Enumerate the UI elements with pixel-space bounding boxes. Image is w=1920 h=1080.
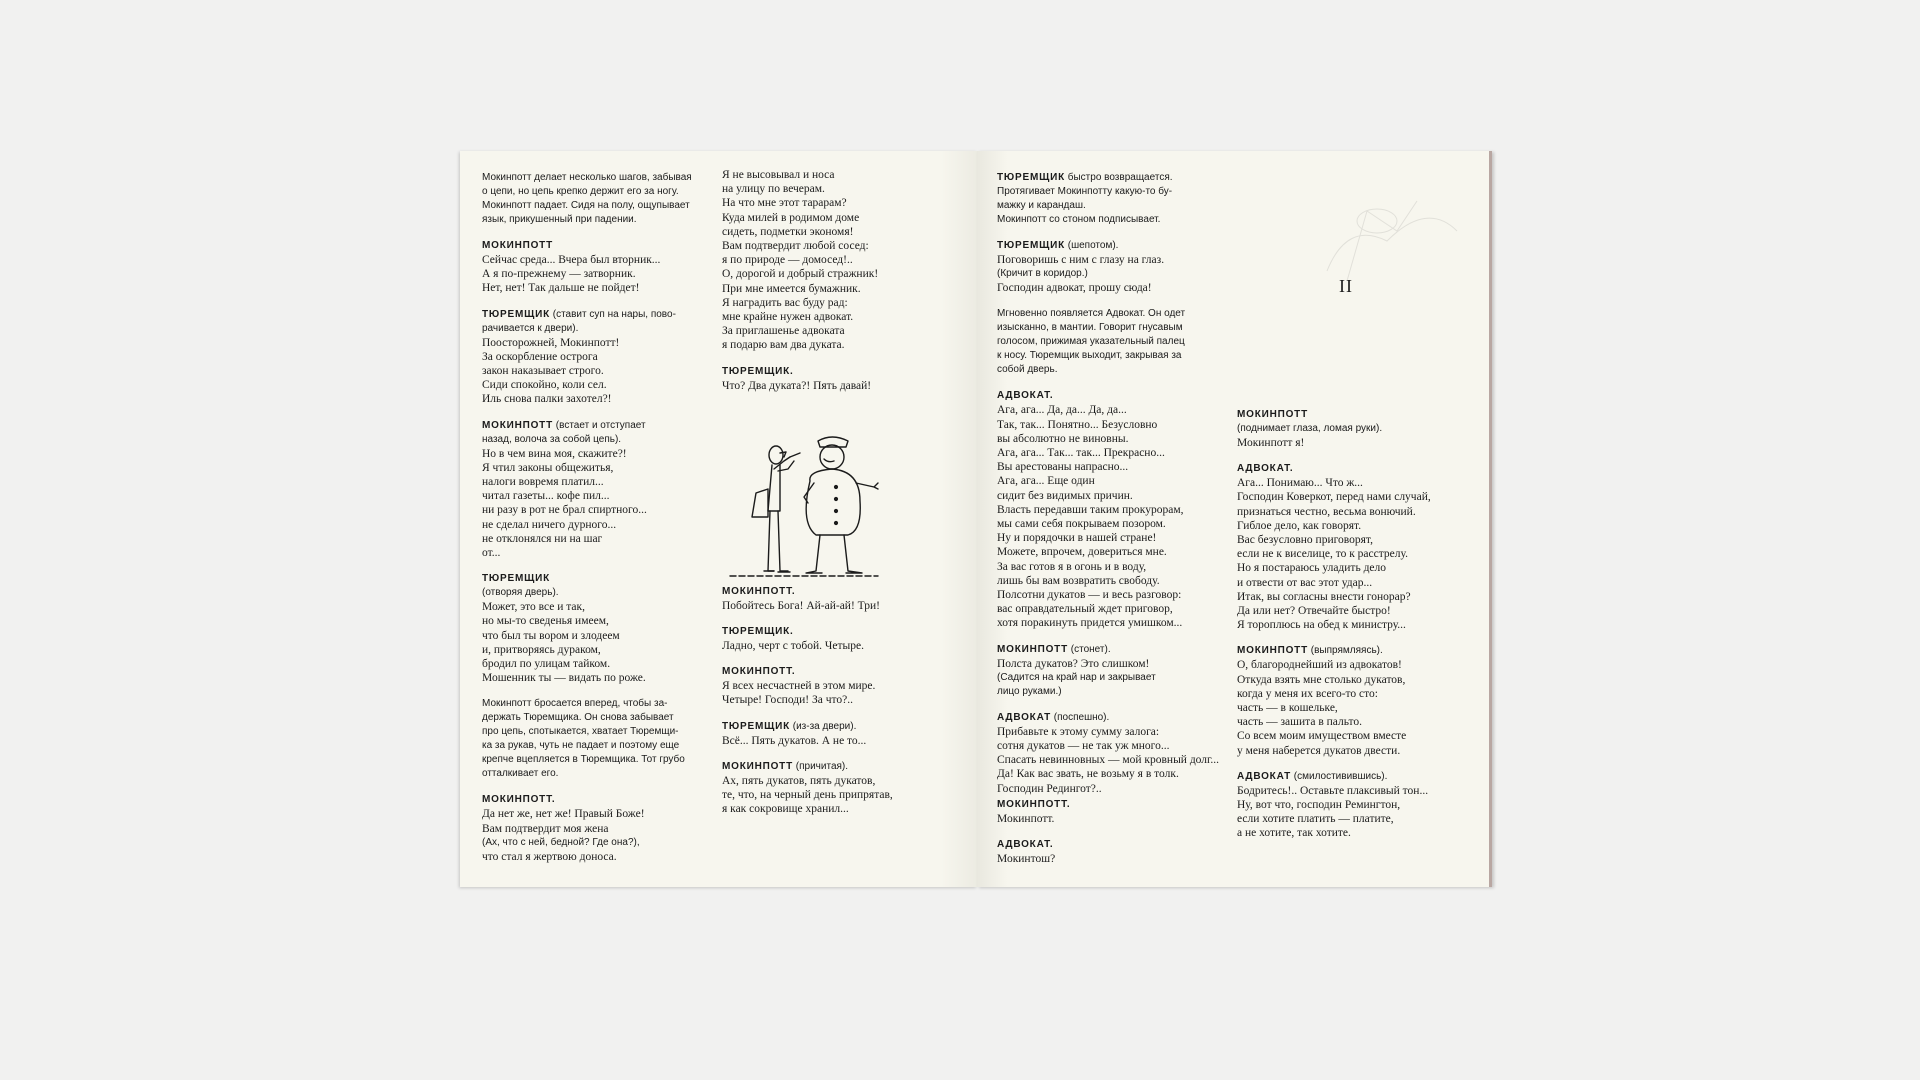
- speaker-direction: (смилостивившись).: [1291, 770, 1388, 782]
- verse-line: хотя поракинуть придется умишком...: [997, 617, 1183, 630]
- verse-line: Сиди спокойно, коли сел.: [482, 379, 607, 392]
- speaker-line: [482, 419, 722, 433]
- verse-line: Ага, ага... Еще один: [997, 475, 1095, 488]
- speaker-name: АДВОКАТ.: [997, 839, 1054, 851]
- verse-line: Мокинпотт я!: [1237, 437, 1305, 449]
- verse-line: если не к виселице, то к расстрелу.: [1237, 548, 1408, 561]
- speaker-line: [997, 171, 1232, 185]
- verse-line: Можете, впрочем, довериться мне.: [997, 546, 1167, 559]
- speaker-direction: (встает и отступает: [553, 419, 646, 431]
- stage-direction-line: (Садится на край нар и закрывает: [997, 671, 1156, 683]
- speaker-line: [997, 389, 1232, 403]
- verse-line: что стал я жертвою доноса.: [482, 850, 617, 863]
- speaker-direction: (выпрямляясь).: [1308, 645, 1383, 657]
- right-page-column-2: [1237, 408, 1477, 853]
- speaker-name: ТЮРЕМЩИК.: [722, 365, 794, 377]
- verse-line: на улицу по вечерам.: [722, 183, 825, 196]
- verse-line: На что мне этот тарарам?: [722, 197, 847, 210]
- verse-line: При мне имеется бумажник.: [722, 282, 861, 295]
- verse-line: Но я постараюсь уладить дело: [1237, 562, 1387, 575]
- verse-line: Четыре! Господи! За что?..: [722, 694, 853, 707]
- stage-direction-line: отталкивает его.: [482, 768, 559, 780]
- speaker-line: [997, 838, 1232, 852]
- verse-line: Ну и порядочки в нашей стране!: [997, 532, 1157, 545]
- right-page-column-1: [997, 171, 1232, 878]
- dialogue-block: [722, 365, 962, 393]
- dialogue-block: [482, 239, 722, 296]
- verse-line: Мокинтош?: [997, 853, 1056, 866]
- verse-line: и, притворяясь дураком,: [482, 643, 601, 656]
- speaker-name: АДВОКАТ: [997, 711, 1052, 723]
- stage-direction-line: рачивается к двери).: [482, 322, 579, 334]
- verse-line: Господин Редингот?..: [997, 782, 1102, 795]
- stage-direction-line: собой дверь.: [997, 364, 1058, 376]
- verse-line: Прибавьте к этому сумму залога:: [997, 725, 1160, 738]
- verse-line: Да или нет? Отвечайте быстро!: [1237, 605, 1391, 618]
- verse-line: я подарю вам два дуката.: [722, 339, 845, 352]
- speaker-line: [1237, 644, 1477, 658]
- speaker-line: [1237, 408, 1477, 422]
- verse-line: Я не высовывал и носа: [722, 169, 835, 181]
- verse-line: За оскорбление острога: [482, 350, 598, 363]
- verse-line: Всё... Пять дукатов. А не то...: [722, 734, 867, 747]
- verse-line: Мокинпотт.: [997, 812, 1055, 825]
- stage-direction: [482, 697, 722, 781]
- verse-line: Откуда взять мне столько дукатов,: [1237, 673, 1406, 686]
- verse-line: Что? Два дуката?! Пять давай!: [722, 379, 872, 392]
- stage-direction-line: (поднимает глаза, ломая руки).: [1237, 423, 1383, 434]
- speaker-name: МОКИНПОТТ.: [482, 794, 556, 806]
- speaker-direction: (поспешно).: [1051, 711, 1110, 723]
- speaker-line: [722, 665, 962, 679]
- verse-line: Ладно, черт с тобой. Четыре.: [722, 640, 864, 653]
- verse-line: Гиблое дело, как говорят.: [1237, 519, 1362, 532]
- verse-line: читал газеты... кофе пил...: [482, 490, 610, 503]
- verse-line: Ах, пять дукатов, пять дукатов,: [722, 774, 876, 787]
- verse-line: мне крайне нужен адвокат.: [722, 311, 854, 324]
- stage-direction-line: Мокинпотт бросается вперед, чтобы за-: [482, 698, 668, 710]
- speaker-name: МОКИНПОТТ.: [722, 666, 796, 678]
- stage-direction-line: держать Тюремщика. Он снова забывает: [482, 712, 674, 724]
- verse-line: Полста дукатов? Это слишком!: [997, 657, 1150, 670]
- verse-line: но мы-то сведенья имеем,: [482, 615, 609, 628]
- dialogue-block: [1237, 644, 1477, 757]
- verse-line: Власть передавши таким прокурорам,: [997, 503, 1184, 516]
- speaker-name: МОКИНПОТТ: [1237, 409, 1309, 420]
- verse-line: часть — зашита в пальто.: [1237, 716, 1363, 729]
- dialogue-block: [1237, 462, 1477, 632]
- verse-line: сотня дукатов — не так уж много...: [997, 740, 1170, 753]
- speaker-line: [1237, 770, 1477, 784]
- left-page: [460, 151, 977, 887]
- speaker-direction: (шепотом).: [1064, 240, 1119, 251]
- dialogue-block: [997, 798, 1232, 826]
- speaker-name: АДВОКАТ: [1237, 770, 1292, 782]
- verse-line: О, дорогой и добрый стражник!: [722, 268, 879, 281]
- dialogue-block: [722, 760, 962, 817]
- stage-direction-line: о цепи, но цепь крепко держит его за ногу.: [482, 186, 679, 197]
- verse-line: у меня наберется дукатов двести.: [1237, 744, 1401, 757]
- act-number: II: [1339, 276, 1353, 296]
- verse-line: сидеть, подметки экономя!: [722, 225, 854, 238]
- verse-line: Господин Коверкот, перед нами случай,: [1237, 491, 1431, 504]
- verse-line: Мошенник ты — видать по роже.: [482, 672, 646, 685]
- dialogue-block: [722, 720, 962, 748]
- speaker-name: ТЮРЕМЩИК: [997, 172, 1065, 183]
- verse-line: Вам подтвердит любой сосед:: [722, 240, 869, 253]
- verse-line: Я наградить вас буду рад:: [722, 296, 848, 309]
- stage-direction-line: Мокинпотт падает. Сидя на полу, ощупывает: [482, 200, 690, 211]
- verse-line: Я всех несчастней в этом мире.: [722, 680, 876, 693]
- speaker-line: [997, 643, 1232, 657]
- verse-line: а не хотите, так хотите.: [1237, 827, 1351, 840]
- verse-line: Я тороплюсь на обед к министру...: [1237, 619, 1406, 632]
- verse-line: Так, так... Понятно... Безусловно: [997, 418, 1158, 431]
- dialogue-block: [482, 419, 722, 561]
- stage-direction-line: крепче вцепляется в Тюремщика. Тот грубо: [482, 754, 685, 766]
- stage-direction-line: Протягивает Мокинпотту какую-то бу-: [997, 186, 1173, 197]
- verse-line: Побойтесь Бога! Ай-ай-ай! Три!: [722, 599, 880, 612]
- verse-line: Ну, вот что, господин Ремингтон,: [1237, 799, 1401, 812]
- stage-direction-line: к носу. Тюремщик выходит, закрывая за: [997, 350, 1182, 362]
- speaker-line: [722, 625, 962, 639]
- stage-direction-line: мажку и карандаш.: [997, 200, 1086, 211]
- stage-direction-line: голосом, прижимая указательный палец: [997, 336, 1185, 348]
- dialogue-block: [482, 308, 722, 407]
- dialogue-block: [482, 572, 722, 685]
- verse-line: Вас безусловно приговорят,: [1237, 534, 1373, 547]
- dialogue-block: [722, 168, 962, 353]
- verse-line: Поосторожней, Мокинпотт!: [482, 336, 620, 349]
- stage-direction-line: (Ах, что с ней, бедной? Где она?),: [482, 836, 640, 848]
- dialogue-block: [997, 643, 1232, 699]
- stage-direction-line: лицо руками.): [997, 685, 1062, 697]
- dialogue-block: [722, 625, 962, 653]
- stage-direction-line: ка за рукав, чуть не падает и поэтому еще: [482, 740, 680, 752]
- verse-line: А я по-прежнему — затворник.: [482, 268, 636, 281]
- verse-line: Вы арестованы напрасно...: [997, 461, 1129, 474]
- verse-line: Может, это все и так,: [482, 601, 585, 614]
- verse-line: Куда милей в родимом доме: [722, 211, 860, 224]
- right-page: [977, 151, 1492, 887]
- verse-line: Со всем моим имуществом вместе: [1237, 730, 1407, 743]
- verse-line: За приглашенье адвоката: [722, 325, 845, 338]
- dialogue-block: [997, 171, 1232, 227]
- verse-line: признаться честно, весьма вонючий.: [1237, 505, 1416, 518]
- verse-line: Ага, ага... Так... так... Прекрасно...: [997, 447, 1165, 460]
- dialogue-block: [997, 838, 1232, 866]
- verse-line: Я чтил законы общежитья,: [482, 461, 614, 474]
- speaker-name: ТЮРЕМЩИК: [482, 308, 550, 320]
- speaker-name: МОКИНПОТТ.: [722, 585, 796, 597]
- verse-line: налоги вовремя платил...: [482, 476, 604, 489]
- speaker-name: МОКИНПОТТ: [482, 240, 554, 251]
- speaker-name: ТЮРЕМЩИК: [482, 573, 550, 585]
- verse-line: Ага... Понимаю... Что ж...: [1237, 477, 1363, 490]
- dialogue-block: [997, 239, 1232, 295]
- speaker-name: МОКИНПОТТ: [997, 643, 1069, 655]
- stage-direction: [482, 171, 722, 227]
- stage-direction-line: (Кричит в коридор.): [997, 268, 1088, 280]
- verse-line: Ага, ага... Да, да... Да, да...: [997, 404, 1127, 417]
- dialogue-block: [1237, 408, 1477, 450]
- speaker-direction: (ставит суп на нары, пово-: [549, 308, 676, 320]
- speaker-name: МОКИНПОТТ: [482, 419, 554, 431]
- verse-line: когда у меня их всего-то сто:: [1237, 687, 1378, 700]
- speaker-line: [482, 793, 722, 807]
- verse-line: Сейчас среда... Вчера был вторник...: [482, 254, 661, 266]
- jailer-and-prisoner-illustration: [728, 431, 888, 601]
- speaker-line: [482, 572, 722, 586]
- stage-direction-line: (отворяя дверь).: [482, 587, 559, 599]
- verse-line: не сделал ничего дурного...: [482, 518, 617, 531]
- dialogue-block: [1237, 770, 1477, 841]
- verse-line: и отвести от вас этот удар...: [1237, 576, 1373, 589]
- dialogue-block: [997, 711, 1232, 796]
- verse-line: За вас готов я в огонь и в воду,: [997, 560, 1147, 573]
- speaker-direction: быстро возвращается.: [1064, 172, 1173, 183]
- verse-line: лишь бы вам возвратить свободу.: [997, 574, 1160, 587]
- verse-line: Но в чем вина моя, скажите?!: [482, 447, 627, 460]
- speaker-name: МОКИНПОТТ: [1237, 645, 1309, 657]
- speaker-name: ТЮРЕМЩИК.: [722, 626, 794, 638]
- speaker-name: АДВОКАТ.: [997, 390, 1054, 402]
- open-booklet: [460, 151, 1495, 891]
- stage-direction-line: Мокинпотт со стоном подписывает.: [997, 214, 1161, 225]
- verse-line: если хотите платить — платите,: [1237, 813, 1394, 826]
- verse-line: вы абсолютно не виновны.: [997, 432, 1129, 445]
- stage-direction-line: назад, волоча за собой цепь).: [482, 433, 622, 445]
- speaker-line: [722, 720, 962, 734]
- dialogue-block: [997, 389, 1232, 630]
- verse-line: Да нет же, нет же! Правый Боже!: [482, 808, 645, 821]
- verse-line: Спасать невинновных — мой кровный долг...: [997, 754, 1220, 767]
- verse-line: я по природе — домосед!..: [722, 254, 853, 267]
- stage-direction-line: изысканно, в мантии. Говорит гнусавым: [997, 322, 1183, 334]
- speaker-name: ТЮРЕМЩИК: [997, 240, 1065, 251]
- verse-line: Вам подтвердит моя жена: [482, 822, 609, 835]
- verse-line: мы сами себя покрываем позором.: [997, 518, 1166, 531]
- verse-line: Полсотни дукатов — и весь разговор:: [997, 589, 1182, 602]
- speaker-name: МОКИНПОТТ.: [997, 798, 1071, 810]
- verse-line: Бодритесь!.. Оставьте плаксивый тон...: [1237, 784, 1429, 797]
- left-page-column-2-lower: [722, 585, 962, 817]
- verse-line: Да! Как вас звать, не возьму я в толк.: [997, 768, 1179, 781]
- verse-line: что был ты вором и злодеем: [482, 629, 620, 642]
- verse-line: закон наказывает строго.: [482, 365, 604, 378]
- verse-line: Нет, нет! Так дальше не пойдет!: [482, 282, 640, 295]
- speaker-line: [997, 239, 1232, 253]
- speaker-name: МОКИНПОТТ: [722, 760, 794, 772]
- speaker-line: [482, 239, 722, 253]
- speaker-line: [997, 711, 1232, 725]
- verse-line: бродил по улицам тайком.: [482, 658, 611, 671]
- stage-direction: [997, 307, 1232, 377]
- verse-line: часть — в кошельке,: [1237, 702, 1338, 715]
- verse-line: Господин адвокат, прошу сюда!: [997, 282, 1152, 295]
- stage-direction-line: язык, прикушенный при падении.: [482, 214, 637, 225]
- speaker-name: ТЮРЕМЩИК: [722, 720, 790, 732]
- speaker-line: [722, 760, 962, 774]
- speaker-line: [1237, 462, 1477, 476]
- verse-line: не отклонялся ни на шаг: [482, 532, 603, 545]
- dialogue-block: [482, 793, 722, 864]
- speaker-direction: (стонет).: [1068, 643, 1111, 655]
- stage-direction-line: Мокинпотт делает несколько шагов, забывая: [482, 172, 692, 183]
- speaker-line: [997, 798, 1232, 812]
- verse-line: ни разу в рот не брал спиртного...: [482, 504, 647, 517]
- verse-line: О, благороднейший из адвокатов!: [1237, 659, 1402, 672]
- speaker-line: [722, 365, 962, 379]
- speaker-name: АДВОКАТ.: [1237, 463, 1294, 475]
- verse-line: те, что, на черный день припрятав,: [722, 789, 893, 802]
- dialogue-block: [722, 665, 962, 707]
- show-through-illustration: [1307, 181, 1467, 301]
- verse-line: сидит без видимых причин.: [997, 489, 1133, 502]
- speaker-line: [482, 308, 722, 322]
- verse-line: от...: [482, 547, 501, 560]
- speaker-direction: (причитая).: [793, 760, 849, 772]
- verse-line: Поговоришь с ним с глазу на глаз.: [997, 254, 1165, 266]
- verse-line: я как сокровище хранил...: [722, 803, 849, 816]
- stage-direction-line: Мгновенно появляется Адвокат. Он одет: [997, 308, 1186, 320]
- stage-direction-line: про цепь, спотыкается, хватает Тюремщи-: [482, 726, 679, 738]
- verse-line: вас оправдательный ждет приговор,: [997, 603, 1173, 616]
- left-page-column-1: [482, 171, 722, 876]
- verse-line: Итак, вы согласны внести гонорар?: [1237, 590, 1411, 603]
- verse-line: Иль снова палки захотел?!: [482, 393, 612, 406]
- speaker-direction: (из-за двери).: [789, 720, 857, 732]
